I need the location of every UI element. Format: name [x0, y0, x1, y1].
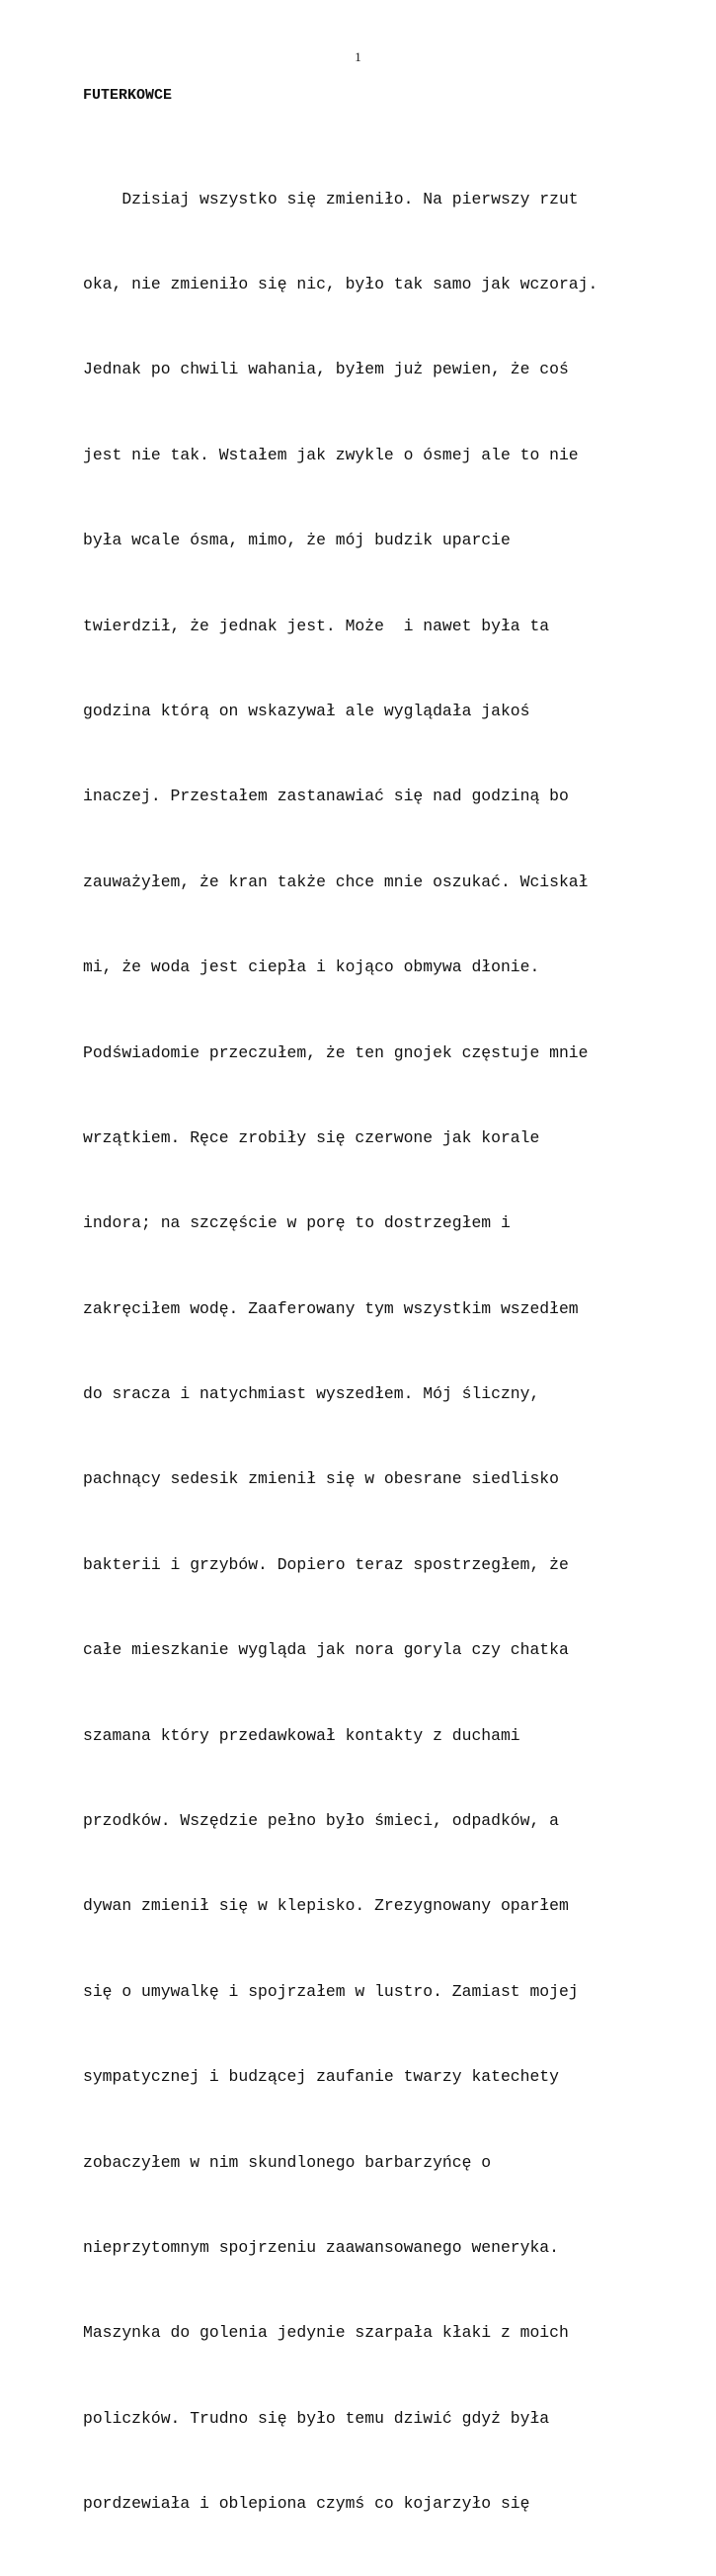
text-line: pordzewiała i oblepiona czymś co kojarzyło się	[83, 2494, 530, 2514]
text-line: sympatycznej i budzącej zaufanie twarzy katechety	[83, 2067, 559, 2087]
text-line: była wcale ósma, mimo, że mój budzik uparcie	[83, 531, 511, 550]
chapter-title: FUTERKOWCE	[83, 87, 173, 104]
text-line: twierdził, że jednak jest. Może i nawet była ta	[83, 616, 550, 635]
text-line: indora; na szczęście w porę to dostrzegłem i	[83, 1213, 511, 1233]
text-line: bakterii i grzybów. Dopiero teraz spostrzegłem, że	[83, 1554, 569, 1574]
text-line: Maszynka do golenia jedynie szarpała kłaki z moich	[83, 2323, 569, 2343]
text-line: mi, że woda jest ciepła i kojąco obmywa dłonie.	[83, 957, 540, 977]
text-line: inaczej. Przestałem zastanawiać się nad godziną bo	[83, 787, 569, 806]
text-line: Podświadomie przeczułem, że ten gnojek częstuje mnie	[83, 1042, 589, 1062]
body-text	[83, 128, 695, 2576]
text-line: wrzątkiem. Ręce zrobiły się czerwone jak korale	[83, 1127, 540, 1147]
text-line: oka, nie zmieniło się nic, było tak samo jak wczoraj.	[83, 274, 598, 293]
text-line: godzina którą on wskazywał ale wyglądała jakoś	[83, 701, 530, 720]
text-line: całe mieszkanie wygląda jak nora goryla czy chatka	[83, 1640, 569, 1660]
text-line: się o umywalkę i spojrzałem w lustro. Zamiast mojej	[83, 1981, 579, 2001]
text-line: zauważyłem, że kran także chce mnie oszukać. Wciskał	[83, 872, 589, 891]
text-line: Jednak po chwili wahania, byłem już pewien, że coś	[83, 360, 569, 379]
text-line: pachnący sedesik zmienił się w obesrane siedlisko	[83, 1469, 559, 1489]
text-line: jest nie tak. Wstałem jak zwykle o ósmej ale to nie	[83, 445, 579, 464]
text-line: zakręciłem wodę. Zaaferowany tym wszystkim wszedłem	[83, 1298, 579, 1318]
page-number: 1	[355, 49, 361, 64]
text-line: dywan zmienił się w klepisko. Zrezygnowany oparłem	[83, 1896, 569, 1916]
text-line: szamana który przedawkował kontakty z duchami	[83, 1725, 520, 1745]
text-line: Dzisiaj wszystko się zmieniło. Na pierwszy rzut	[83, 189, 579, 208]
text-line: policzków. Trudno się było temu dziwić gdyż była	[83, 2408, 550, 2428]
text-line: nieprzytomnym spojrzeniu zaawansowanego weneryka.	[83, 2237, 559, 2257]
text-line: zobaczyłem w nim skundlonego barbarzyńcę o	[83, 2152, 492, 2172]
text-line: do sracza i natychmiast wyszedłem. Mój śliczny,	[83, 1384, 540, 1404]
text-line: przodków. Wszędzie pełno było śmieci, odpadków, a	[83, 1811, 559, 1831]
